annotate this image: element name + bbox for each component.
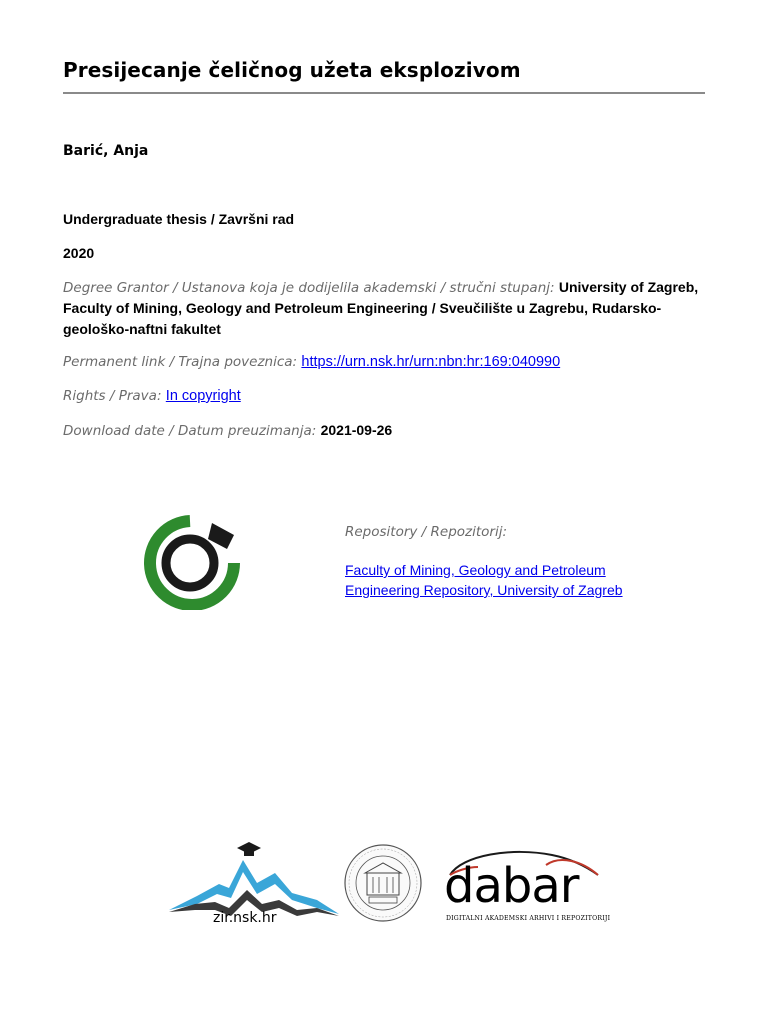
university-seal-icon — [343, 843, 423, 923]
repository-link-line2[interactable]: Engineering Repository, University of Zagreb — [345, 582, 623, 598]
degree-grantor — [63, 277, 703, 340]
degree-grantor-label: Degree Grantor / Ustanova koja je dodijelila akademski / stručni stupanj: — [63, 280, 555, 296]
rights-label: Rights / Prava: — [63, 388, 162, 404]
thesis-type: Undergraduate thesis / Završni rad — [63, 211, 295, 227]
repository-link-line1[interactable]: Faculty of Mining, Geology and Petroleum — [345, 562, 606, 578]
permanent-link[interactable]: https://urn.nsk.hr/urn:nbn:hr:169:040990 — [301, 354, 561, 370]
author: Barić, Anja — [63, 143, 149, 159]
download-date-label: Download date / Datum preuzimanja: — [63, 423, 317, 439]
dabar-logo-subtitle: DIGITALNI AKADEMSKI ARHIVI I REPOZITORIJI — [446, 915, 611, 922]
year: 2020 — [63, 245, 95, 261]
repository-label: Repository / Repozitorij: — [345, 524, 508, 540]
repository-logo-icon — [142, 515, 242, 610]
degree-grantor-value: University of Zagreb, Faculty of Mining, Geology and Petroleum Engineering / Sveučilište u Zagrebu, Rudarsko-geološko-naftni fakultet — [63, 279, 699, 337]
zir-logo-text: zir.nsk.hr — [213, 910, 277, 926]
download-date-row — [63, 420, 703, 441]
download-date-value: 2021-09-26 — [320, 422, 393, 438]
permanent-link-row — [63, 352, 703, 372]
title-divider — [63, 92, 705, 94]
rights-link[interactable]: In copyright — [165, 388, 241, 404]
repository-link[interactable] — [345, 560, 645, 600]
permanent-link-label: Permanent link / Trajna poveznica: — [63, 354, 298, 370]
dabar-logo-text: dabar — [444, 858, 579, 914]
page-title: Presijecanje čeličnog užeta eksplozivom — [63, 58, 521, 82]
rights-row — [63, 386, 703, 406]
